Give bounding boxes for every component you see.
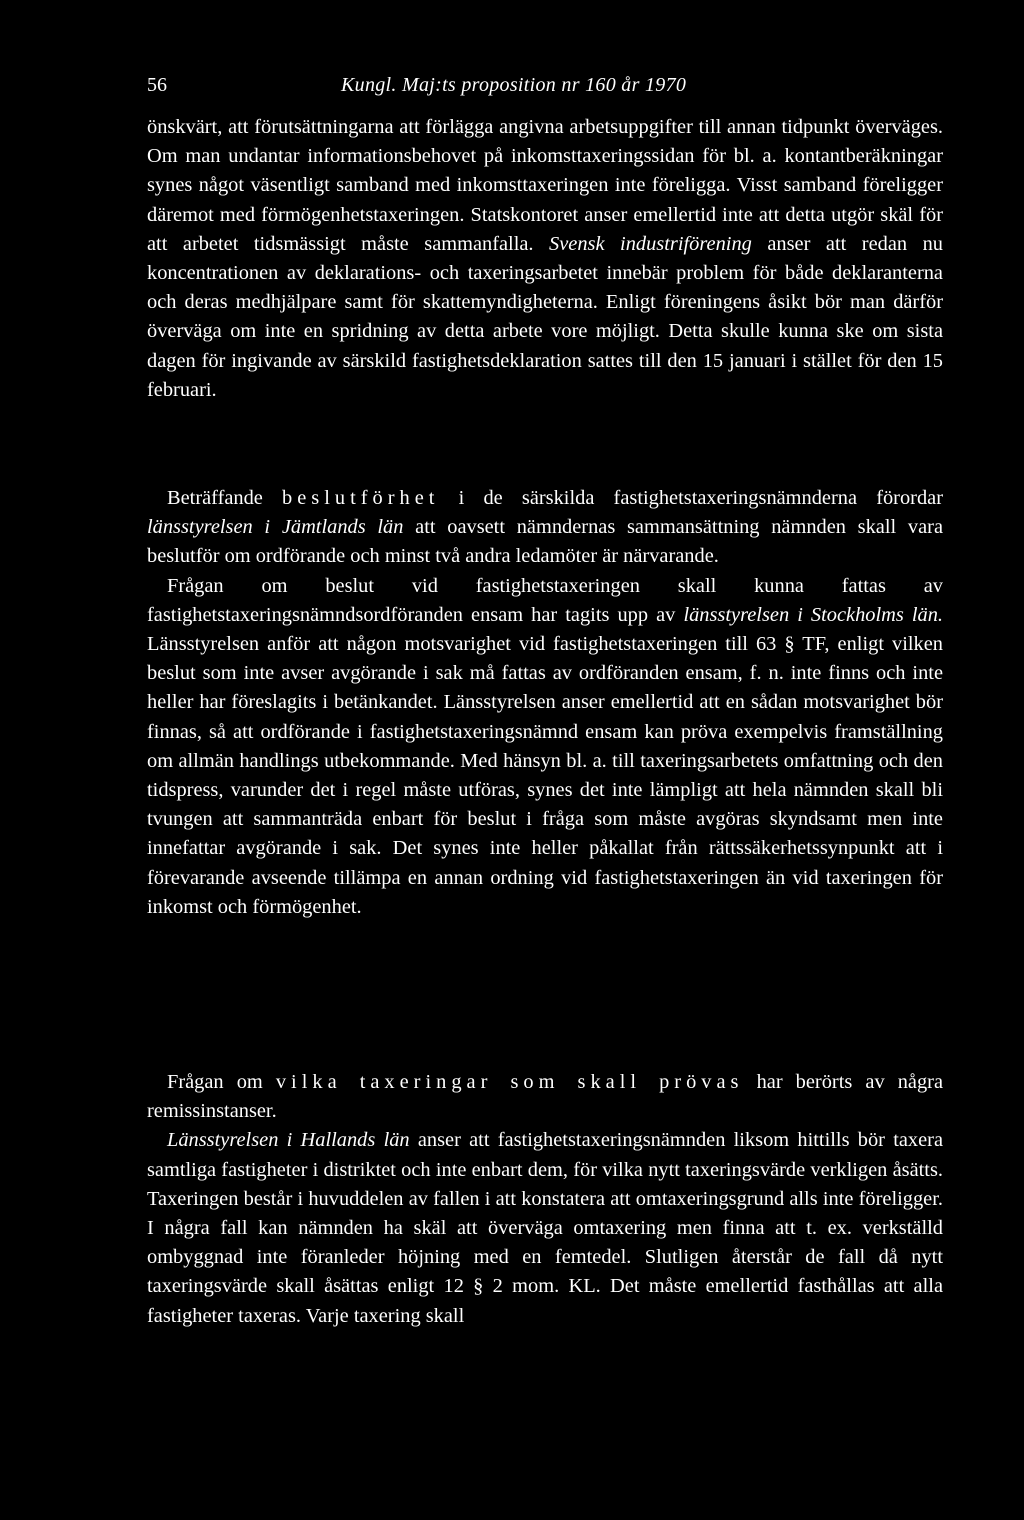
paragraph-text: anser att fastighetstaxeringsnämnden liksom hittills bör taxera samtliga fastigheter i distriktet och inte enbart dem, för vilka nytt taxeringsvärde verkligen åsätts. Taxeringen består i huvuddelen av fallen i att konstatera att omtaxeringsgrund alls inte föreligger. I några fall kan nämnden ha skäl att överväga omtaxering men finna att t. ex. verkställd ombyggnad inte föranleder höjning med en femtedel. Slutligen återstår de fall då nytt taxeringsvärde skall åsättas enligt 12 § 2 mom. KL. Det måste emellertid fasthållas att alla fastigheter taxeras. Varje taxering skall [147, 1129, 943, 1327]
text-block-middle [147, 484, 943, 922]
paragraph-text: önskvärt, att förutsättningarna att förlägga angivna arbetsuppgifter till annan tidpunkt överväges. Om man undantar informationsbehovet på inkomsttaxeringssidan för bl. a. kontantberäkningar synes något väsentligt samband med inkomsttaxeringen inte föreligga. Visst samband föreligger däremot med förmögenhetstaxeringen. Statskontoret anser emellertid inte att detta utgör skäl för att arbetet tidsmässigt måste sammanfalla. [147, 116, 943, 255]
paragraph-vilka-taxeringar [147, 1068, 943, 1126]
paragraph-text: anser att redan nu koncentrationen av deklarations- och taxeringsarbetet innebär problem för både deklaranterna och deras medhjälpare samt för skattemyndigheterna. Enligt föreningens åsikt bör man därför överväga om inte en spridning av detta arbete vore möjligt. Detta skulle kunna ske om sista dagen för ingivande av särskild fastighetsdeklaration sattes till den 15 januari i stället för den 15 februari. [147, 232, 943, 401]
paragraph-text: Länsstyrelsen anför att någon motsvarighet vid fastighetstaxeringen till 63 § TF, enligt vilken beslut som inte avser avgörande i sak må fattas av ordföranden ensam, f. n. inte finns och inte heller har föreslagits i betänkandet. Länsstyrelsen anser emellertid att en sådan motsvarighet bör finnas, så att ordförande i fastighetstaxeringsnämnd ensam kan pröva exempelvis framställning om allmän handlings utbekommande. Med hänsyn bl. a. till taxeringsarbetets omfattning och den tidspress, varunder det i regel måste utföras, synes det inte lämpligt att hela nämnden skall bli tvungen att sammanträda enbart för beslut i fråga som måste avgöras skyndsamt men inte innefattar avgörande i sak. Det synes inte heller påkallat från rättssäkerhetssynpunkt att i förevarande avseende tillämpa en annan ordning vid fastighetstaxeringen än vid taxeringen för inkomst och förmögenhet. [147, 633, 943, 918]
paragraph-beslutforhet [147, 484, 943, 572]
paragraph-ordforande-ensam [147, 572, 943, 922]
paragraph-text: Frågan om beslut vid fastighetstaxeringen skall kunna fattas av fastighetstaxeringsnämndsordföranden ensam har tagits upp av [147, 574, 943, 626]
organization-name-italic: Svensk industriförening [549, 232, 752, 255]
spaced-keyword: beslutförhet [282, 487, 440, 509]
page-number: 56 [147, 74, 167, 96]
paragraph-text: i de särskilda fastighetstaxeringsnämnderna förordar [439, 487, 943, 509]
spaced-keyword: vilka taxeringar som skall prövas [275, 1071, 744, 1093]
text-block-bottom [147, 1068, 943, 1331]
paragraph-statskontoret [147, 113, 943, 405]
authority-name-italic: Länsstyrelsen i Hallands län [167, 1129, 410, 1152]
paragraph-text: att oavsett nämndernas sammansättning nämnden skall vara beslutför om ordförande och minst två andra ledamöter är närvarande. [147, 516, 944, 568]
running-title: Kungl. Maj:ts proposition nr 160 år 1970 [341, 74, 687, 96]
paragraph-text: Beträffande [167, 487, 283, 509]
paragraph-text: har berörts av några remissinstanser. [147, 1071, 944, 1123]
page-header [147, 70, 947, 100]
authority-name-italic: länsstyrelsen i Jämtlands län [147, 516, 404, 539]
paragraph-hallands-lan [147, 1126, 943, 1330]
authority-name-italic: länsstyrelsen i Stockholms län. [683, 603, 944, 626]
paragraph-text: Frågan om [167, 1071, 276, 1093]
text-block-top [147, 113, 943, 405]
